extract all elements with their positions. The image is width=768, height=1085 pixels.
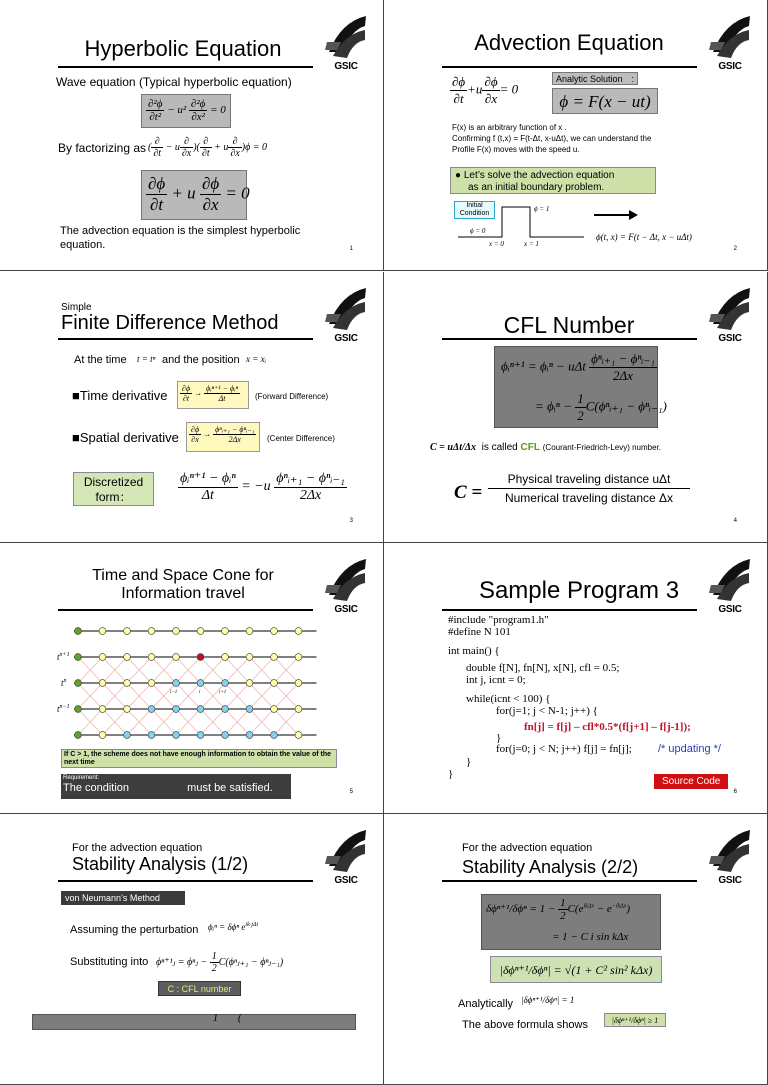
factorizing-text: By factorizing as [58, 141, 147, 155]
i-label: i [199, 690, 201, 695]
substituting-text: Substituting into [70, 956, 149, 968]
time-derivative-box: $\frac{\partial\phi}{\partial t}$ → $\frac{\text{ϕᵢⁿ⁺¹ − ϕᵢⁿ}}{\Delta t}$ [177, 381, 249, 409]
intro-position: and the position [162, 354, 240, 366]
gsic-logo [705, 555, 755, 615]
forward-difference-note: (Forward Difference) [255, 392, 329, 401]
code-line-define: #define N 101 [448, 626, 511, 638]
grid-node [75, 732, 82, 739]
center-difference-note: (Center Difference) [267, 434, 335, 443]
slide-7-stability-analysis-1 [0, 814, 384, 1085]
slide-3-finite-difference [0, 272, 384, 543]
position-symbol: x = xᵢ [246, 354, 266, 364]
grid-node [173, 732, 180, 739]
logo-mark-icon [705, 12, 755, 62]
grid-node [295, 706, 302, 713]
grid-node [222, 628, 229, 635]
phi-zero-label: ϕ = 0 [470, 227, 486, 235]
page-number: 4 [733, 518, 737, 524]
slide-small-title: For the advection equation [462, 842, 593, 854]
slide-title: Hyperbolic Equation [84, 36, 282, 61]
warning-box: If C > 1, the scheme does not have enough information to obtain the value of the next time [61, 749, 337, 768]
grid-node [246, 706, 253, 713]
slide-4-cfl-number [384, 272, 768, 543]
grid-node [124, 654, 131, 661]
bullet-icon: ● [455, 170, 462, 181]
page-number: 3 [349, 518, 353, 524]
grid-node [222, 654, 229, 661]
grid-node [99, 706, 106, 713]
code-line-decl: double f[N], fn[N], x[N], cfl = 0.5; [466, 662, 620, 674]
slide-title: Time and Space Cone for Information travel [92, 567, 274, 602]
grid-node [148, 706, 155, 713]
step-function-diagram [454, 200, 664, 250]
grid-node [197, 628, 204, 635]
intro-time: At the time [74, 354, 127, 366]
gsic-logo [705, 826, 755, 886]
grid-node [246, 732, 253, 739]
discretized-equation: $\frac{\text{ϕᵢⁿ⁺¹ − ϕᵢⁿ}}{\Delta t}$ = −u $\frac{\text{ϕⁿᵢ₊₁ − ϕⁿᵢ₋₁}}{2\Delta x}$ [180, 471, 345, 503]
analytic-solution-box: ϕ = F(x − ut) [552, 88, 658, 114]
slide-title: Stability Analysis (1/2) [72, 854, 249, 874]
slide-title: Advection Equation [474, 30, 664, 55]
advection-equation-box: $\frac{\partial\phi}{\partial t}$ + u $\frac{\partial\phi}{\partial x}$ = 0 [141, 170, 247, 220]
grid-node [271, 732, 278, 739]
logo-text: GSIC [334, 333, 358, 344]
i-minus-label: i−1 [170, 690, 178, 695]
time-label-current: $t^n$ [61, 678, 67, 688]
grid-node [222, 680, 229, 687]
grid-node [124, 628, 131, 635]
grid-node [271, 680, 278, 687]
physical-distance: Physical traveling distance uΔt [488, 472, 690, 489]
time-symbol: t = tⁿ [137, 354, 156, 364]
grid-node [124, 680, 131, 687]
gsic-logo [321, 284, 371, 344]
logo-text: GSIC [718, 61, 742, 72]
gsic-logo [321, 555, 371, 615]
grid-node [173, 628, 180, 635]
code-line-include: #include "program1.h" [448, 614, 549, 626]
code-line-copy: for(j=0; j < N; j++) f[j] = fn[j]; [496, 743, 632, 755]
grid-node [99, 732, 106, 739]
title-rule [58, 880, 313, 882]
logo-mark-icon [321, 555, 371, 605]
grid-node [99, 654, 106, 661]
slide-5-cone-information [0, 543, 384, 814]
time-label-next: $t^{n+1}$ [57, 652, 70, 662]
unstable-condition-box: |δϕⁿ⁺¹/δϕⁿ| ≥ 1 [604, 1013, 666, 1027]
grid-node [99, 680, 106, 687]
cfl-derivation-box: ϕᵢⁿ⁺¹ = ϕᵢⁿ − uΔt $\frac{\text{ϕⁿᵢ₊₁ − ϕⁿᵢ₋₁}}{2\Delta x}$ = ϕᵢⁿ − $\frac{1}{2}$ C(ϕⁿᵢ₊₁ − ϕⁿᵢ₋₁) [494, 346, 658, 428]
grid-node [124, 706, 131, 713]
callout-box [450, 167, 656, 194]
perturbation-formula: ϕᵢⁿ = δϕⁿ $e^{ik\cdot j\Delta t}$ [208, 922, 259, 932]
slide-small-title: Simple [61, 302, 92, 313]
logo-text: GSIC [334, 61, 358, 72]
code-line-close-for: } [496, 732, 502, 744]
logo-mark-icon [321, 826, 371, 876]
grid-node [124, 732, 131, 739]
grid-node [75, 706, 82, 713]
spatial-derivative-label: ■Spatial derivative [72, 430, 179, 445]
logo-text: GSIC [334, 604, 358, 615]
logo-text: GSIC [718, 333, 742, 344]
grid-node [222, 706, 229, 713]
gsic-logo [705, 284, 755, 344]
grid-node [246, 628, 253, 635]
page-number: 5 [349, 789, 353, 795]
gsic-logo [705, 12, 755, 72]
requirement-banner: Requirement: The condition must be satisfied. [61, 774, 291, 799]
logo-mark-icon [321, 284, 371, 334]
wave-equation-box: $\frac{\text{∂²ϕ}}{\text{∂t²}}$ − u² $\frac{\text{∂²ϕ}}{\text{∂x²}}$ = 0 [141, 94, 231, 128]
title-rule [442, 66, 697, 68]
shows-text: The above formula shows [462, 1019, 588, 1031]
code-line-for: for(j=1; j < N-1; j++) { [496, 705, 598, 717]
callout-line-2: as an initial boundary problem. [468, 182, 605, 193]
title-rule [58, 609, 313, 611]
grid-node [148, 654, 155, 661]
explanation-line-1: F(x) is an arbitrary function of x . [452, 123, 567, 132]
phi-one-label: ϕ = 1 [534, 205, 550, 213]
logo-mark-icon [321, 12, 371, 62]
perturbation-text: Assuming the perturbation [70, 924, 199, 936]
gsic-logo [321, 826, 371, 886]
spatial-derivative-box: $\frac{\partial\phi}{\partial x}$ → $\frac{\text{ϕⁿᵢ₊₁ − ϕⁿᵢ₋₁}}{2\Delta x}$ [186, 422, 260, 452]
grid-node [222, 732, 229, 739]
logo-text: GSIC [718, 875, 742, 886]
grid-node [197, 706, 204, 713]
code-line-main: int main() { [448, 645, 500, 657]
title-rule [442, 880, 697, 882]
cfl-ratio [488, 472, 690, 505]
grid-node [99, 628, 106, 635]
grid-node [295, 680, 302, 687]
title-rule [58, 338, 313, 340]
grid-node [197, 680, 204, 687]
slide-2-advection-equation [384, 0, 768, 271]
title-rule [442, 338, 697, 340]
slide-title: Sample Program 3 [478, 577, 680, 604]
stencil-grid-diagram [50, 623, 330, 748]
amplification-magnitude-box: |δϕⁿ⁺¹/δϕⁿ| = √(1 + C² sin² kΔx) [490, 956, 662, 983]
advection-equation: $\frac{\partial\phi}{\partial t}$ +u $\frac{\partial\phi}{\partial x}$ = 0 [452, 74, 519, 106]
c-equals: C = [454, 482, 483, 503]
solution-formula: ϕ(t, x) = F(t − Δt, x − uΔt) [596, 232, 692, 242]
time-derivative-label: ■Time derivative [72, 388, 168, 403]
grid-node [246, 654, 253, 661]
page-number: 1 [349, 246, 353, 252]
partial-equation-box: 1 ( [32, 1014, 356, 1030]
callout-line-1: Let’s solve the advection equation [463, 170, 615, 181]
slide-1-hyperbolic-equation [0, 0, 384, 271]
code-line-close-main: } [448, 768, 454, 780]
initial-condition-tag: Initial Condition [454, 201, 495, 219]
arrow-head-icon [629, 210, 638, 220]
logo-mark-icon [705, 284, 755, 334]
scheme-formula: ϕⁿ⁺¹ⱼ = ϕⁿⱼ − $\frac{1}{2}$ C(ϕⁿⱼ₊₁ − ϕⁿⱼ₋₁) [156, 951, 284, 974]
grid-node [148, 732, 155, 739]
code-line-int: int j, icnt = 0; [466, 674, 526, 686]
gsic-logo [321, 12, 371, 72]
grid-node [173, 654, 180, 661]
cfl-number-tag: C : CFL number [158, 981, 241, 996]
code-line-close-while: } [466, 756, 472, 768]
logo-text: GSIC [718, 604, 742, 615]
grid-node [197, 732, 204, 739]
conclusion-text: The advection equation is the simplest hyperbolic equation. [60, 225, 301, 251]
logo-mark-icon [705, 555, 755, 605]
slide-8-stability-analysis-2 [384, 814, 768, 1085]
x-one-label: x = 1 [524, 240, 539, 248]
grid-node [148, 628, 155, 635]
title-rule [58, 66, 313, 68]
grid-node [75, 654, 82, 661]
method-banner: von Neumann’s Method [61, 891, 185, 905]
code-line-update: fn[j] = f[j] – cfl*0.5*(f[j+1] – f[j-1]); [524, 721, 691, 733]
factorized-equation: ( $\frac{\partial}{\partial t}$ − u $\frac{\partial}{\partial x}$ )( $\frac{\partial}{\partial t}$ + u $\frac{\partial}{\partial x}$ )ϕ = 0 [148, 136, 268, 159]
slide-6-sample-program [384, 543, 768, 814]
grid-node [271, 706, 278, 713]
grid-node [173, 706, 180, 713]
slide-title: CFL Number [503, 312, 635, 338]
discretized-form-label: Discretized form： [73, 472, 154, 506]
cfl-definition-line: C = uΔt/Δx is called CFL (Courant-Friedrich-Levy) number. [430, 442, 662, 453]
i-plus-label: i+1 [219, 690, 227, 695]
explanation-line-2: Confirming f (t,x) = F(t-Δt, x-uΔt), we can understand the [452, 134, 652, 143]
slide-small-title: For the advection equation [72, 842, 203, 854]
analytic-solution-label: Analytic Solution : [552, 72, 638, 85]
slide-title: Finite Difference Method [61, 312, 279, 334]
grid-node [148, 680, 155, 687]
analytically-text: Analytically [458, 998, 514, 1010]
grid-node [173, 680, 180, 687]
slide-title: Stability Analysis (2/2) [462, 857, 639, 877]
code-comment-updating: /* updating */ [658, 743, 721, 755]
time-label-prev: $t^{n-1}$ [57, 704, 70, 714]
x-zero-label: x = 0 [489, 240, 504, 248]
code-line-while: while(icnt < 100) { [466, 693, 551, 705]
page-number: 2 [733, 246, 737, 252]
grid-node [197, 654, 204, 661]
title-rule [442, 609, 697, 611]
analytic-magnitude: |δϕⁿ⁺¹/δϕⁿ| = 1 [521, 995, 575, 1005]
slide-subtitle: Wave equation (Typical hyperbolic equation) [56, 75, 292, 89]
logo-text: GSIC [334, 875, 358, 886]
logo-mark-icon [705, 826, 755, 876]
grid-node [295, 732, 302, 739]
grid-node [246, 680, 253, 687]
numerical-distance: Numerical traveling distance Δx [504, 491, 674, 505]
explanation-line-3: Profile F(x) moves with the speed u. [452, 145, 580, 154]
page-number: 6 [733, 789, 737, 795]
grid-node [271, 628, 278, 635]
source-code-button[interactable]: Source Code [654, 774, 728, 789]
amplification-derivation-box: δϕⁿ⁺¹/δϕⁿ = 1 − $\frac{1}{2}$ $C(e^{ik\Delta x} - e^{-ik\Delta x})$ = 1 − C i sin kΔx [481, 894, 661, 950]
grid-node [75, 680, 82, 687]
grid-node [295, 654, 302, 661]
grid-node [75, 628, 82, 635]
grid-node [271, 654, 278, 661]
grid-node [295, 628, 302, 635]
